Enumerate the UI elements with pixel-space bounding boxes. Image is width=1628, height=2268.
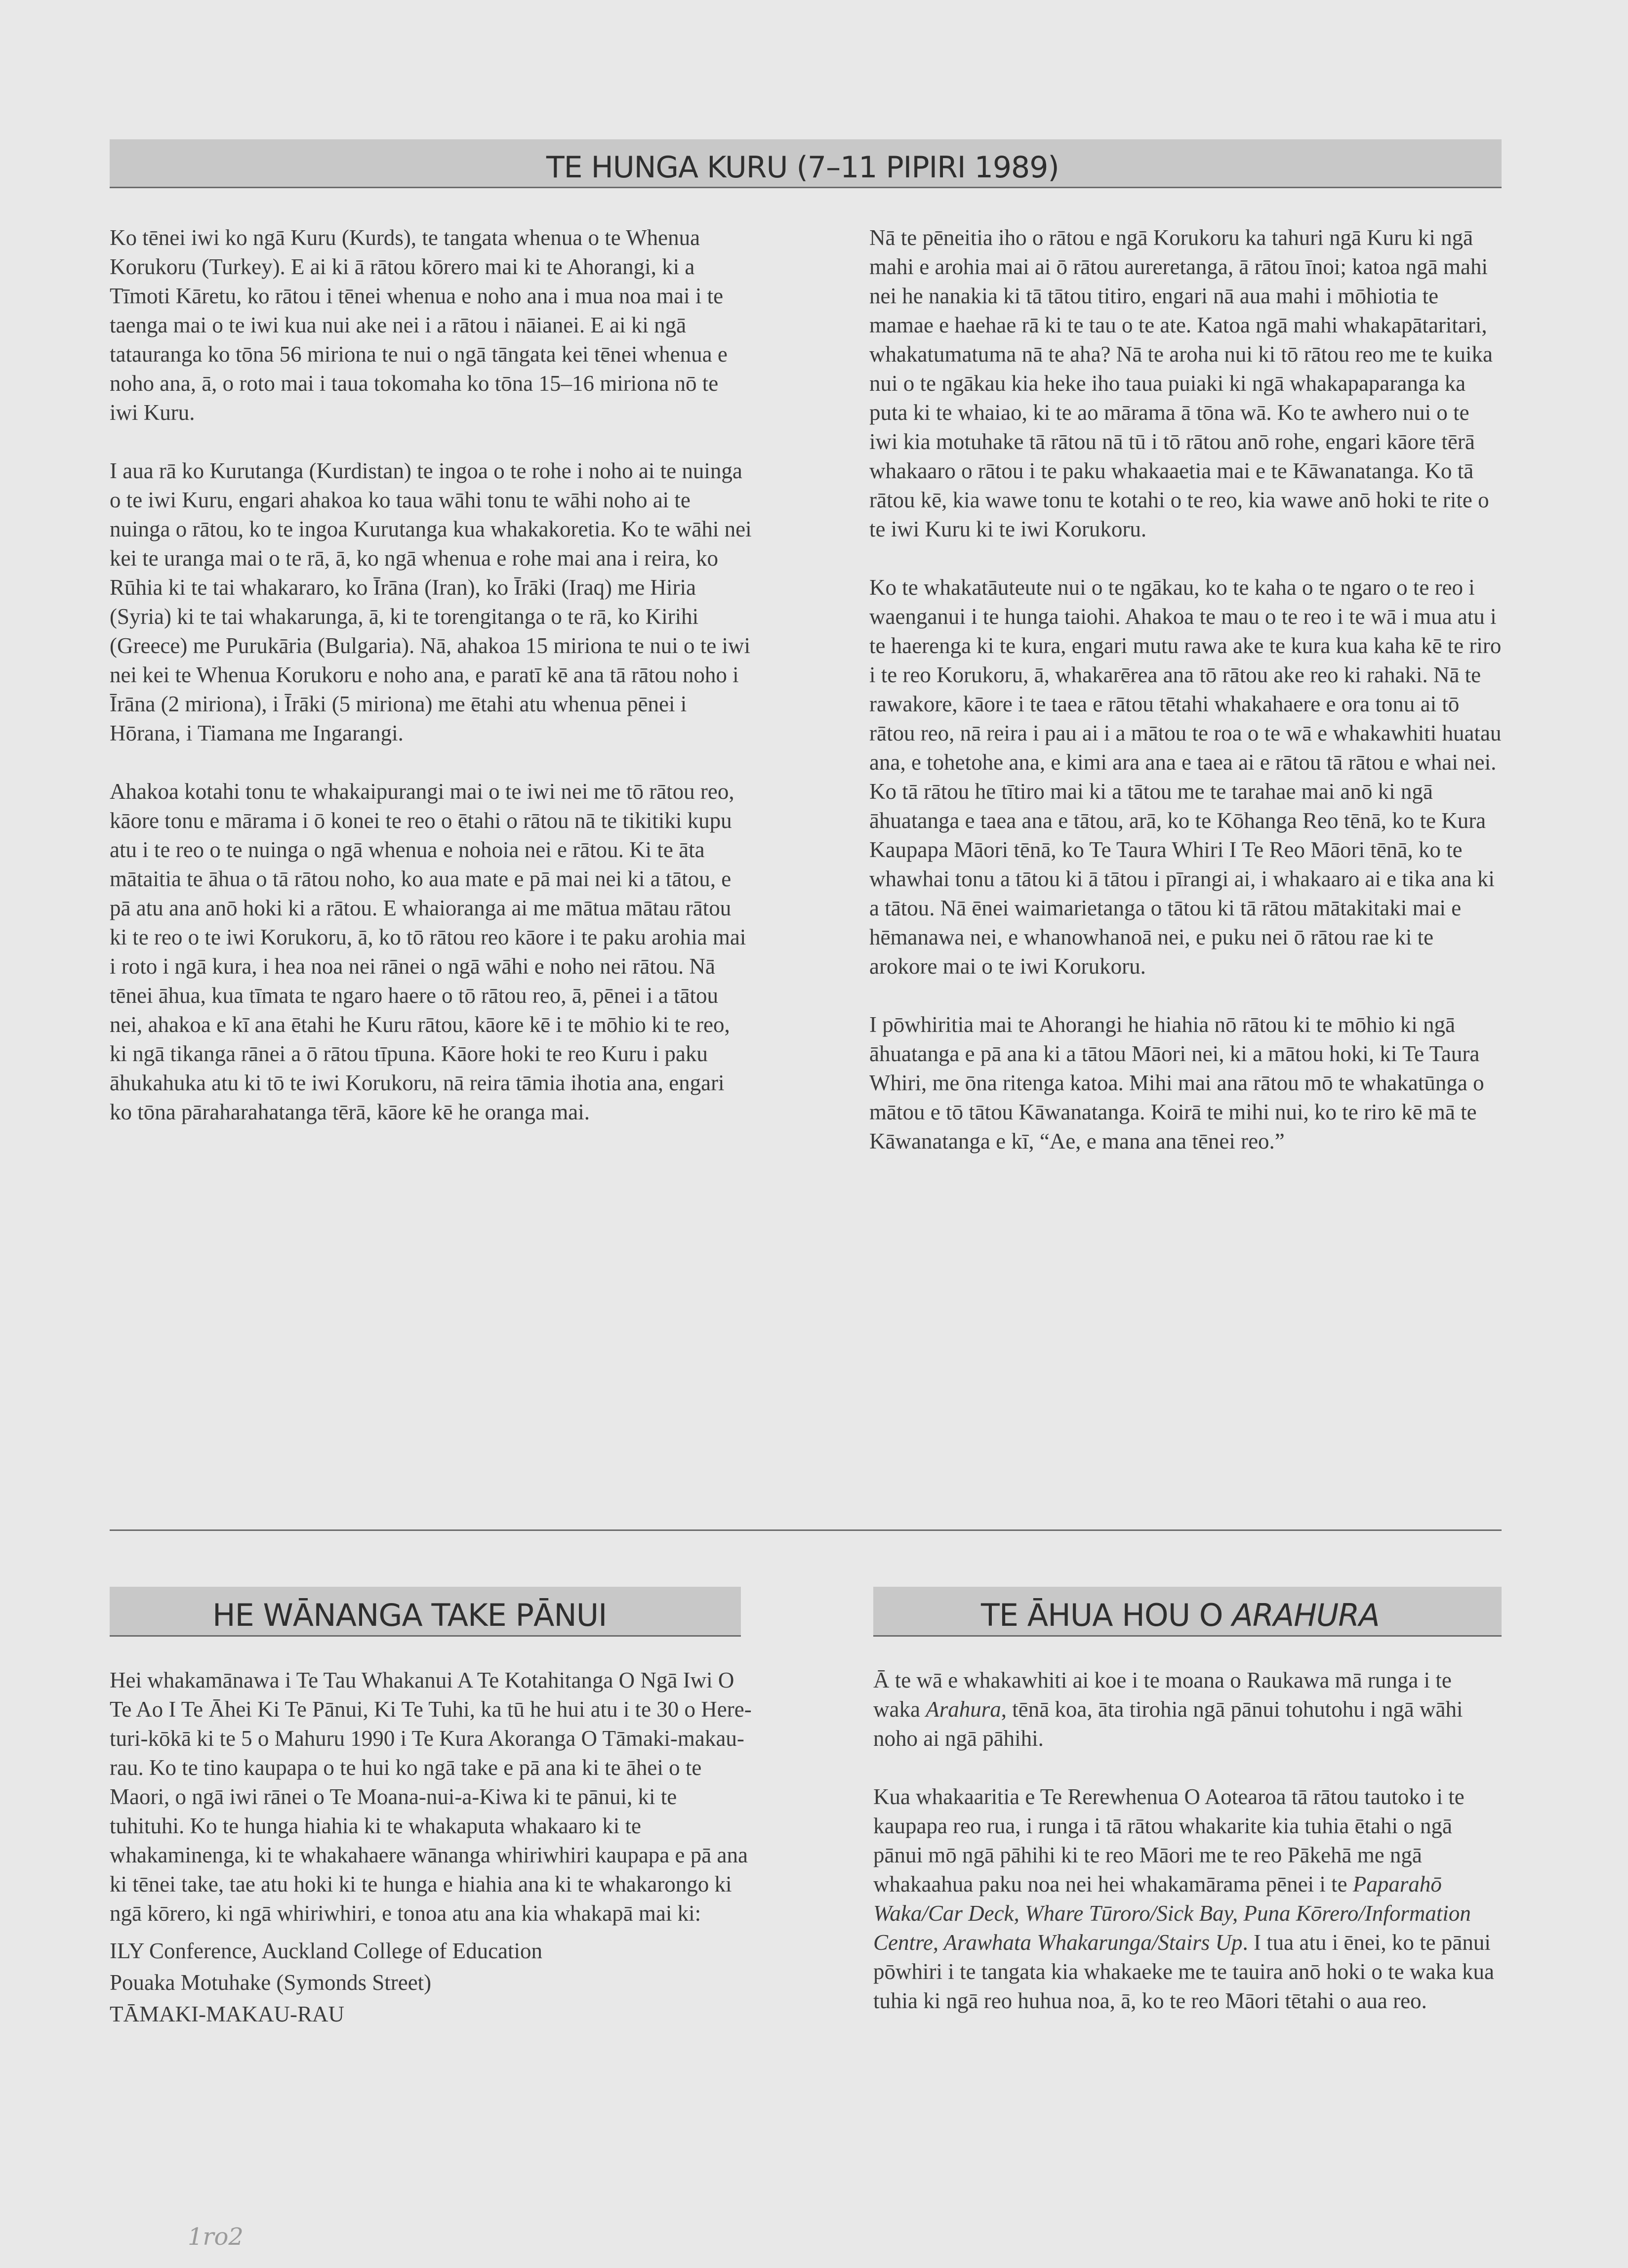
- section-divider: [110, 1529, 1502, 1531]
- text-run: , tēnā koa, āta tirohia ngā pānui tohutohu i ngā wāhi noho ai ngā pāhihi.: [873, 1697, 1463, 1751]
- article-title-prefix: TE ĀHUA HOU O: [981, 1597, 1232, 1633]
- arahura-body: [873, 1666, 1497, 2016]
- banner-rule: [110, 187, 1502, 188]
- paragraph: [873, 1666, 1497, 1753]
- paragraph: Ahakoa kotahi tonu te whakaipurangi mai o te iwi nei me tō rātou reo, kāore tonu e mārama i ō konei te reo o ētahi o rātou nā te tikitiki kupu atu i te reo o te nuinga o ngā whenua e nohoia nei e rātou. Ki te āta mātaitia te āhua o tā rātou noho, ko aua mate e pā mai nei ki a tātou, e pā atu ana anō hoki ki a rātou. E whaioranga ai me mātua mātau rātou ki te reo o te iwi Korukoru, ā, ko tō rātou reo kāore i te paku arohia mai i roto i ngā kura, i hea noa nei rānei o ngā wāhi e noho nei rātou. Nā tēnei āhua, kua tīmata te ngaro haere o tō rātou reo, ā, pēnei i a tātou nei, ahakoa e kī ana ētahi he Kuru rātou, kāore kē i te mōhio ki te reo, ki ngā tikanga rānei a ō rātou tīpuna. Kāore hoki te reo Kuru i paku āhukahuka atu ki tō te iwi Korukoru, nā reira tāmia ihotia ana, engari ko tōna pāraharahatanga tērā, kāore kē he oranga mai.: [110, 779, 746, 1124]
- sign-examples: Paparahō Waka/Car Deck, Whare Tūroro/Sick Bay, Puna Kōrero/Information Centre, Arawhata Whakarunga/Stairs Up: [873, 1872, 1471, 1955]
- address-line: ILY Conference, Auckland College of Education: [110, 1938, 543, 1963]
- article-title: TE HUNGA KURU (7–11 PIPIRI 1989): [546, 150, 1059, 185]
- ship-name: Arahura: [926, 1697, 1001, 1722]
- text-run: Ā te wā e whakawhiti ai koe i te moana o Raukawa mā runga i te waka: [873, 1668, 1452, 1722]
- paragraph: I pōwhiritia mai te Ahorangi he hiahia nō rātou ki te mōhio ki ngā āhuatanga e pā ana ki a tātou Māori nei, ki a mātou hoki, ki Te Taura Whiri, me ōna ritenga katoa. Mihi mai ana rātou mō te whakatūnga o mātou e tō tātou Kāwanatanga. Koirā te mihi nui, ko te riro kē mā te Kāwanatanga e kī, “Ae, e mana ana tēnei reo.”: [869, 1012, 1484, 1154]
- ship-name: ARAHURA: [1232, 1597, 1380, 1633]
- banner-rule: [873, 1635, 1502, 1637]
- paragraph: Nā te pēneitia iho o rātou e ngā Korukoru ka tahuri ngā Kuru ki ngā mahi e arohia mai ai ō rātou aureretanga, ā rātou īnoi; katoa ngā mahi nei he nanakia ki tā tātou titiro, engari nā aua mahi i mōhiotia te mamae e haehae rā ki te tau o te ate. Katoa ngā mahi whakapātaritari, whakatumatuma nā te aha? Nā te aroha nui ki tō rātou reo me te kuika nui o te ngākau kia heke iho taua puiaki ki ngā whakapaparanga ka puta ki te whaiao, ki te ao mārama ā tōna wā. Ko te awhero nui o te iwi kia motuhake tā rātou nā tū i tō rātou anō rohe, engari kāore tērā whakaaro o rātou i te paku whakaaetia mai e te Kāwanatanga. Ko tā rātou kē, kia wawe tonu te kotahi o te reo, kia wawe anō hoki te rite o te iwi Kuru ki te iwi Korukoru.: [869, 225, 1493, 541]
- article-banner-kuru: [110, 139, 1502, 187]
- text-run: Kua whakaaritia e Te Rerewhenua O Aotearoa tā rātou tautoko i te kaupapa reo rua, i runga i tā rātou whakarite kia tuhia ētahi o ngā pānui mō ngā pāhihi ki te reo Māori me te reo Pākehā me ngā whakaahua paku noa nei hei whakamārama pēnei i te: [873, 1784, 1465, 1897]
- article-banner-wananga: [110, 1587, 741, 1635]
- article-banner-arahura: [873, 1587, 1502, 1635]
- paragraph: Ko te whakatāuteute nui o te ngākau, ko te kaha o te ngaro o te reo i waenganui i te hunga taiohi. Ahakoa te mau o te reo i te wā i mua atu i te haerenga ki te kura, engari mutu rawa ake te kura kua kaha kē te riro i te reo Korukoru, ā, whakarērea ana tō rātou ake reo ki rahaki. Nā te rawakore, kāore i te taea e rātou tētahi whakahaere e ora tonu ai tō rātou reo, nā reira i pau ai i a mātou te roa o te wā e whakawhiti huatau ana, e tohetohe ana, e kimi ara ana e taea ai e rātou tā rātou e whai nei. Ko tā rātou he tītiro mai ki a tātou me te tarahae mai anō ki ngā āhuatanga e taea ana e tātou, arā, ko te Kōhanga Reo tēnā, ko te Kura Kaupapa Māori tēnā, ko Te Taura Whiri I Te Reo Māori tēnā, ko te whawhai tonu a tātou ki ā tātou i pīrangi ai, i whakaaro ai e tika ana ki a tātou. Nā ēnei waimarietanga o tātou ki tā rātou mātakitaki mai e hēmanawa nei, e whanowhanoā nei, e puku nei ō rātou rae ki te arokore mai o te iwi Korukoru.: [869, 575, 1502, 979]
- article-title: HE WĀNANGA TAKE PĀNUI: [212, 1597, 607, 1633]
- article-column-left: [110, 223, 752, 1127]
- paragraph: Hei whakamānawa i Te Tau Whakanui A Te Kotahitanga O Ngā Iwi O Te Ao I Te Āhei Ki Te Pānui, Ki Te Tuhi, ka tū he hui atu i te 30 o Here-turi-kōkā ki te 5 o Mahuru 1990 i Te Kura Akoranga O Tāmaki-makau-rau. Ko te tino kaupapa o te hui ko ngā take e pā ana ki te āhei o te Maori, o ngā iwi rānei o Te Moana-nui-a-Kiwa ki te pānui, ki te tuhituhi. Ko te hunga hiahia ki te whakaputa whakaaro ki te whakaminenga, ki te whakahaere wānanga whiriwhiri kaupapa e pā ana ki tēnei take, tae atu hoki ki te hunga e hiahia ana ki te whakarongo ki ngā kōrero, ki ngā whiriwhiri, e tonoa atu ana kia whakapā mai ki:: [110, 1668, 752, 1926]
- paragraph: [873, 1782, 1497, 2016]
- address-line: Pouaka Motuhake (Symonds Street): [110, 1970, 432, 1995]
- page-mark: 1ro2: [188, 2223, 244, 2251]
- article-column-right: [869, 223, 1502, 1156]
- banner-rule: [110, 1635, 741, 1637]
- paragraph: Ko tēnei iwi ko ngā Kuru (Kurds), te tangata whenua o te Whenua Korukoru (Turkey). E ai ki ā rātou kōrero mai ki te Ahorangi, ki a Tīmoti Kāretu, ko rātou i tēnei whenua e noho ana i mua noa mai i te taenga mai o te iwi kua nui ake nei i a rātou i nāianei. E ai ki ngā tatauranga ko tōna 56 miriona te nui o ngā tāngata kei tēnei whenua e noho ana, ā, o roto mai i taua tokomaha ko tōna 15–16 miriona nō te iwi Kuru.: [110, 225, 728, 425]
- paragraph: I aua rā ko Kurutanga (Kurdistan) te ingoa o te rohe i noho ai te nuinga o te iwi Kuru, engari ahakoa ko taua wāhi tonu te wāhi noho ai te nuinga o rātou, ko te ingoa Kurutanga kua whakakoretia. Ko te wāhi nei kei te uranga mai o te rā, ā, ko ngā whenua e rohe mai ana i reira, ko Rūhia ki te tai whakararo, ko Īrāna (Iran), ko Īrāki (Iraq) me Hiria (Syria) ki te tai whakarunga, ā, ki te torengitanga o te rā, ko Kirihi (Greece) me Purukāria (Bulgaria). Nā, ahakoa 15 miriona te nui o te iwi nei kei te Whenua Korukoru e noho ana, e paratī kē ana tā rātou noho i Īrāna (2 miriona), i Īrāki (5 miriona) me ētahi atu whenua pēnei i Hōrana, i Tiamana me Ingarangi.: [110, 458, 752, 745]
- address-line: TĀMAKI-MAKAU-RAU: [110, 2002, 344, 2026]
- wananga-body: [110, 1666, 752, 2030]
- text-run: . I tua atu i ēnei, ko te pānui pōwhiri i te tangata kia whakaeke me te tauira anō hoki o te waka kua tuhia ki ngā reo huhua noa, ā, ko te reo Māori tētahi o aua reo.: [873, 1930, 1495, 2013]
